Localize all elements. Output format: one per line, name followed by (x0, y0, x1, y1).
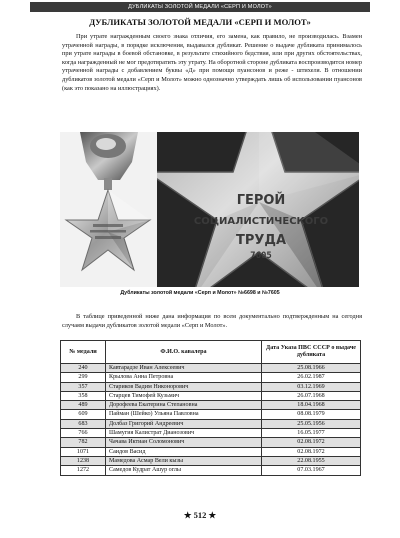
cell-name: Дорофеева Екатерина Степановна (106, 401, 262, 410)
table-row (61, 466, 361, 475)
medal-star-illustration (60, 132, 157, 287)
table-row (61, 438, 361, 447)
cell-date: 02.08.1972 (262, 447, 361, 456)
table-row (61, 429, 361, 438)
table-row (61, 419, 361, 428)
cell-date: 26.02.1987 (262, 373, 361, 382)
cell-num: 1071 (61, 447, 106, 456)
cell-date: 16.05.1977 (262, 429, 361, 438)
col-header-date: Дата Указа ПВС СССР о выдаче дубликата (262, 341, 361, 364)
table-intro-paragraph: В таблице приведенной ниже дана информация по всем документально подтвержденным на сегодня случаям выдачи дубликатов золотой медали «Серп и Молот». (62, 313, 362, 329)
cell-num: 1272 (61, 466, 106, 475)
engraving-number: 7605 (250, 251, 272, 261)
cell-name: Саидов Васид (106, 447, 262, 456)
cell-name: Крылова Анна Петровна (106, 373, 262, 382)
cell-name: Мамедова Асмар Вели кызы (106, 456, 262, 465)
cell-name: Самедов Кудрат Ашур оглы (106, 466, 262, 475)
cell-date: 07.03.1967 (262, 466, 361, 475)
duplicates-table (60, 340, 361, 476)
medal-photo-reverse-closeup (157, 132, 359, 287)
table-intro-text (62, 313, 362, 330)
engraving-line-1: ГЕРОЙ (236, 193, 286, 208)
cell-date: 02.08.1972 (262, 438, 361, 447)
page-number: ★ 512 ★ (183, 510, 217, 520)
cell-date: 26.07.1968 (262, 391, 361, 400)
cell-name: Кавтарадзе Иван Алексеевич (106, 364, 262, 373)
cell-date: 03.12.1969 (262, 382, 361, 391)
intro-text (62, 33, 362, 93)
cell-num: 357 (61, 382, 106, 391)
cell-name: Чачава Иктиан Соломонович (106, 438, 262, 447)
col-header-name: Ф.И.О. кавалера (106, 341, 262, 364)
cell-name: Пайман (Шейко) Ульяна Павловна (106, 410, 262, 419)
cell-name: Шамугия Калистрат Дианозович (106, 429, 262, 438)
table-row (61, 410, 361, 419)
table-row (61, 373, 361, 382)
col-header-num: № медали (61, 341, 106, 364)
page-title: ДУБЛИКАТЫ ЗОЛОТОЙ МЕДАЛИ «СЕРП И МОЛОТ» (89, 17, 311, 27)
table-row (61, 456, 361, 465)
table-row (61, 382, 361, 391)
engraving-line-2: СОЦИАЛИСТИЧЕСКОГО (193, 216, 329, 227)
intro-paragraph: При утрате награжденным своего знака отличия, его замена, как правило, не производилась. Взамен утраченной награды, в порядке исключения, выдавался дубликат. Решение о выдаче дубликата принималось при утрате награды в боевой обстановке, в результате стихийного бедствия, или при других обстоятельствах, когда награжденный не мог предотвратить эту утрату. На оборотной стороне дубликата воспроизводится номер утраченной награды с добавлением буквы «Д» при помощи пуансонов и реже - штихеля. В отношении дубликатов золотой медали «Серп и Молот» можно однозначно утверждать лишь об использовании пуансонов (как это показано на иллюстрациях). (62, 33, 362, 92)
cell-num: 782 (61, 438, 106, 447)
cell-date: 18.04.1968 (262, 401, 361, 410)
cell-date: 25.08.1966 (262, 364, 361, 373)
figure-caption: Дубликаты золотой медали «Серп и Молот» №6698 и №7605 (120, 290, 280, 296)
cell-num: 240 (61, 364, 106, 373)
cell-num: 358 (61, 391, 106, 400)
cell-num: 489 (61, 401, 106, 410)
table-row (61, 401, 361, 410)
cell-date: 25.05.1956 (262, 419, 361, 428)
cell-name: Старцев Тимофей Кузьмич (106, 391, 262, 400)
cell-num: 609 (61, 410, 106, 419)
table-row (61, 447, 361, 456)
cell-name: Долбаз Григорий Андреевич (106, 419, 262, 428)
table-row (61, 391, 361, 400)
table-header-row (61, 341, 361, 364)
table-row (61, 364, 361, 373)
cell-name: Стариков Вадим Никонорович (106, 382, 262, 391)
running-header: ДУБЛИКАТЫ ЗОЛОТОЙ МЕДАЛИ «СЕРП И МОЛОТ» (30, 2, 370, 12)
cell-num: 1238 (61, 456, 106, 465)
cell-num: 683 (61, 419, 106, 428)
cell-date: 22.08.1955 (262, 456, 361, 465)
cell-date: 08.08.1979 (262, 410, 361, 419)
medal-photo-front (60, 132, 157, 287)
engraving-line-3: ТРУДА (235, 233, 287, 248)
cell-num: 299 (61, 373, 106, 382)
medal-reverse-illustration (157, 132, 359, 287)
cell-num: 766 (61, 429, 106, 438)
